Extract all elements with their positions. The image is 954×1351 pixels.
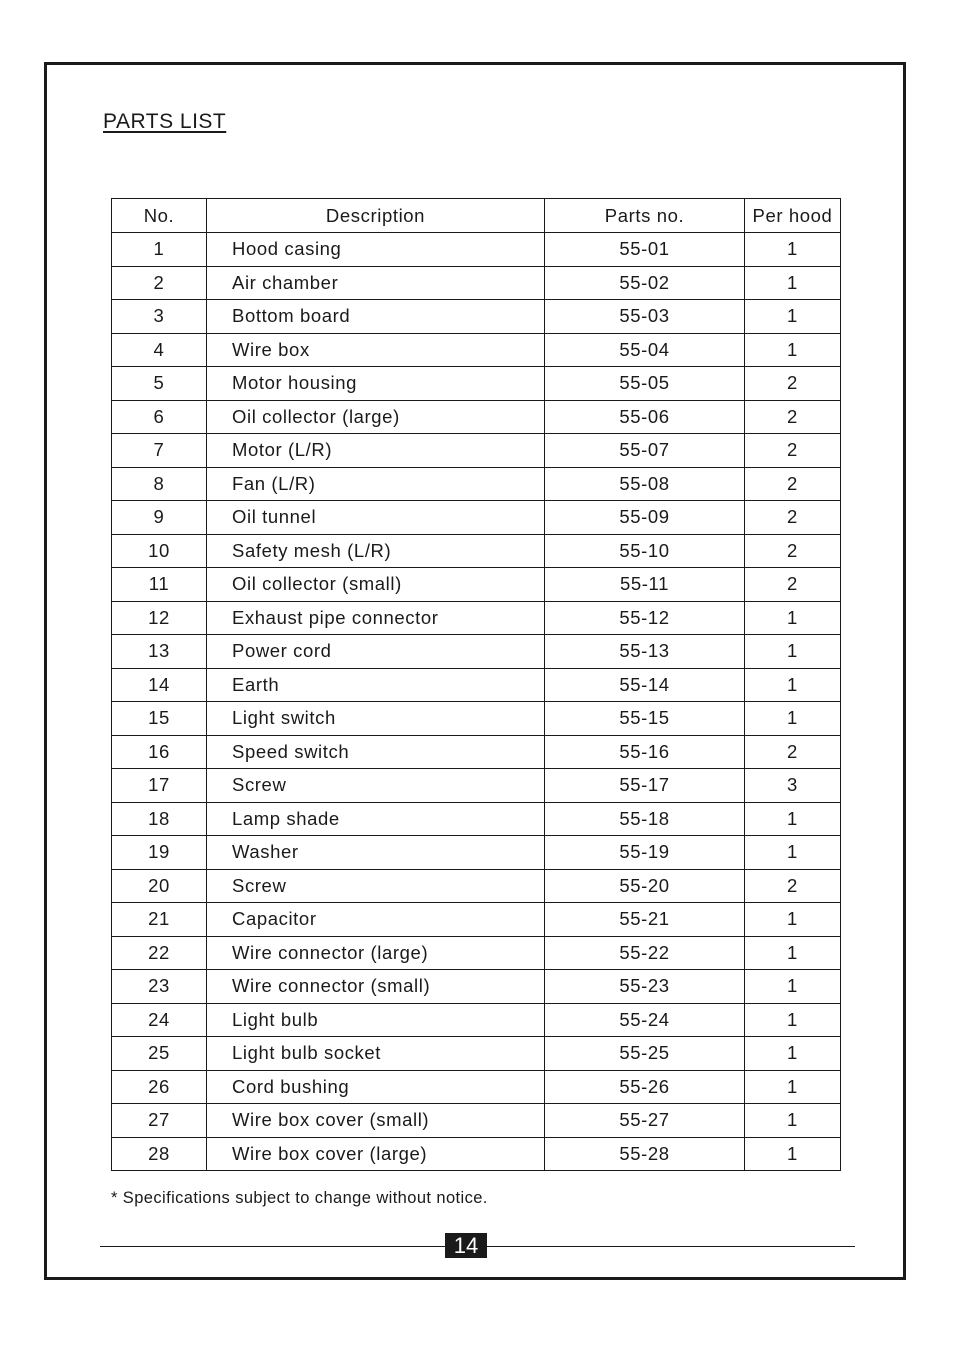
page-title: PARTS LIST [103, 110, 227, 133]
cell-parts-no: 55-15 [545, 702, 745, 736]
cell-description: Wire connector (small) [207, 970, 545, 1004]
table-row [112, 836, 841, 870]
table-row [112, 1003, 841, 1037]
cell-description: Safety mesh (L/R) [207, 534, 545, 568]
table-row [112, 635, 841, 669]
table-row [112, 300, 841, 334]
cell-description: Motor housing [207, 367, 545, 401]
cell-per-hood: 1 [745, 601, 841, 635]
cell-parts-no: 55-27 [545, 1104, 745, 1138]
cell-parts-no: 55-19 [545, 836, 745, 870]
cell-no: 7 [112, 434, 207, 468]
table-row [112, 735, 841, 769]
cell-parts-no: 55-23 [545, 970, 745, 1004]
cell-per-hood: 1 [745, 1104, 841, 1138]
table-row [112, 467, 841, 501]
cell-no: 25 [112, 1037, 207, 1071]
cell-per-hood: 1 [745, 836, 841, 870]
cell-per-hood: 2 [745, 400, 841, 434]
table-row [112, 668, 841, 702]
cell-parts-no: 55-26 [545, 1070, 745, 1104]
cell-per-hood: 1 [745, 970, 841, 1004]
cell-per-hood: 1 [745, 802, 841, 836]
cell-parts-no: 55-06 [545, 400, 745, 434]
cell-parts-no: 55-21 [545, 903, 745, 937]
cell-description: Speed switch [207, 735, 545, 769]
cell-per-hood: 1 [745, 333, 841, 367]
table-row [112, 1104, 841, 1138]
cell-description: Oil tunnel [207, 501, 545, 535]
cell-no: 14 [112, 668, 207, 702]
cell-description: Cord bushing [207, 1070, 545, 1104]
cell-no: 4 [112, 333, 207, 367]
cell-no: 19 [112, 836, 207, 870]
cell-per-hood: 1 [745, 266, 841, 300]
cell-no: 27 [112, 1104, 207, 1138]
cell-parts-no: 55-02 [545, 266, 745, 300]
cell-parts-no: 55-12 [545, 601, 745, 635]
cell-description: Capacitor [207, 903, 545, 937]
parts-table [111, 198, 841, 1171]
cell-description: Wire box cover (large) [207, 1137, 545, 1171]
cell-description: Lamp shade [207, 802, 545, 836]
table-row [112, 1137, 841, 1171]
table-row [112, 869, 841, 903]
cell-per-hood: 1 [745, 1137, 841, 1171]
cell-per-hood: 2 [745, 467, 841, 501]
table-row [112, 1037, 841, 1071]
cell-parts-no: 55-03 [545, 300, 745, 334]
cell-description: Wire connector (large) [207, 936, 545, 970]
cell-description: Exhaust pipe connector [207, 601, 545, 635]
cell-no: 21 [112, 903, 207, 937]
table-row [112, 1070, 841, 1104]
cell-parts-no: 55-20 [545, 869, 745, 903]
table-row [112, 903, 841, 937]
cell-no: 8 [112, 467, 207, 501]
cell-description: Fan (L/R) [207, 467, 545, 501]
cell-parts-no: 55-16 [545, 735, 745, 769]
table-row [112, 601, 841, 635]
cell-description: Screw [207, 769, 545, 803]
cell-per-hood: 2 [745, 869, 841, 903]
cell-per-hood: 3 [745, 769, 841, 803]
cell-no: 23 [112, 970, 207, 1004]
cell-no: 22 [112, 936, 207, 970]
cell-no: 12 [112, 601, 207, 635]
cell-no: 24 [112, 1003, 207, 1037]
cell-parts-no: 55-24 [545, 1003, 745, 1037]
header-per-hood: Per hood [745, 199, 841, 233]
cell-no: 15 [112, 702, 207, 736]
cell-parts-no: 55-14 [545, 668, 745, 702]
table-row [112, 266, 841, 300]
cell-per-hood: 1 [745, 936, 841, 970]
cell-parts-no: 55-07 [545, 434, 745, 468]
table-row [112, 333, 841, 367]
table-row [112, 400, 841, 434]
table-row [112, 233, 841, 267]
cell-parts-no: 55-25 [545, 1037, 745, 1071]
table-header-row [112, 199, 841, 233]
cell-parts-no: 55-05 [545, 367, 745, 401]
table-row [112, 769, 841, 803]
cell-per-hood: 1 [745, 1003, 841, 1037]
cell-description: Earth [207, 668, 545, 702]
cell-no: 9 [112, 501, 207, 535]
cell-description: Motor (L/R) [207, 434, 545, 468]
cell-no: 11 [112, 568, 207, 602]
cell-per-hood: 1 [745, 635, 841, 669]
table-row [112, 534, 841, 568]
footnote: * Specifications subject to change without notice. [111, 1189, 488, 1207]
cell-per-hood: 2 [745, 367, 841, 401]
cell-parts-no: 55-10 [545, 534, 745, 568]
cell-description: Washer [207, 836, 545, 870]
cell-parts-no: 55-28 [545, 1137, 745, 1171]
table-row [112, 501, 841, 535]
cell-no: 28 [112, 1137, 207, 1171]
cell-no: 26 [112, 1070, 207, 1104]
table-row [112, 568, 841, 602]
cell-per-hood: 1 [745, 1037, 841, 1071]
cell-per-hood: 2 [745, 434, 841, 468]
cell-parts-no: 55-08 [545, 467, 745, 501]
cell-per-hood: 1 [745, 903, 841, 937]
cell-description: Screw [207, 869, 545, 903]
cell-no: 5 [112, 367, 207, 401]
cell-parts-no: 55-22 [545, 936, 745, 970]
cell-per-hood: 2 [745, 534, 841, 568]
cell-parts-no: 55-11 [545, 568, 745, 602]
cell-description: Hood casing [207, 233, 545, 267]
cell-no: 1 [112, 233, 207, 267]
table-row [112, 434, 841, 468]
cell-description: Air chamber [207, 266, 545, 300]
table-row [112, 802, 841, 836]
cell-description: Wire box [207, 333, 545, 367]
cell-description: Light bulb socket [207, 1037, 545, 1071]
header-parts-no: Parts no. [545, 199, 745, 233]
cell-parts-no: 55-01 [545, 233, 745, 267]
cell-no: 16 [112, 735, 207, 769]
cell-no: 18 [112, 802, 207, 836]
cell-per-hood: 2 [745, 735, 841, 769]
cell-no: 2 [112, 266, 207, 300]
cell-description: Oil collector (small) [207, 568, 545, 602]
cell-no: 17 [112, 769, 207, 803]
cell-description: Power cord [207, 635, 545, 669]
cell-no: 20 [112, 869, 207, 903]
cell-description: Light switch [207, 702, 545, 736]
table-row [112, 367, 841, 401]
cell-per-hood: 2 [745, 501, 841, 535]
cell-description: Bottom board [207, 300, 545, 334]
cell-no: 3 [112, 300, 207, 334]
cell-per-hood: 1 [745, 668, 841, 702]
cell-parts-no: 55-18 [545, 802, 745, 836]
cell-parts-no: 55-09 [545, 501, 745, 535]
table-row [112, 970, 841, 1004]
cell-no: 10 [112, 534, 207, 568]
cell-per-hood: 1 [745, 233, 841, 267]
cell-description: Light bulb [207, 1003, 545, 1037]
page-number: 14 [445, 1233, 487, 1258]
cell-per-hood: 1 [745, 300, 841, 334]
table-row [112, 702, 841, 736]
cell-per-hood: 1 [745, 1070, 841, 1104]
cell-description: Oil collector (large) [207, 400, 545, 434]
cell-description: Wire box cover (small) [207, 1104, 545, 1138]
cell-per-hood: 2 [745, 568, 841, 602]
header-description: Description [207, 199, 545, 233]
cell-per-hood: 1 [745, 702, 841, 736]
cell-parts-no: 55-13 [545, 635, 745, 669]
header-no: No. [112, 199, 207, 233]
cell-parts-no: 55-17 [545, 769, 745, 803]
table-row [112, 936, 841, 970]
cell-no: 13 [112, 635, 207, 669]
cell-parts-no: 55-04 [545, 333, 745, 367]
cell-no: 6 [112, 400, 207, 434]
